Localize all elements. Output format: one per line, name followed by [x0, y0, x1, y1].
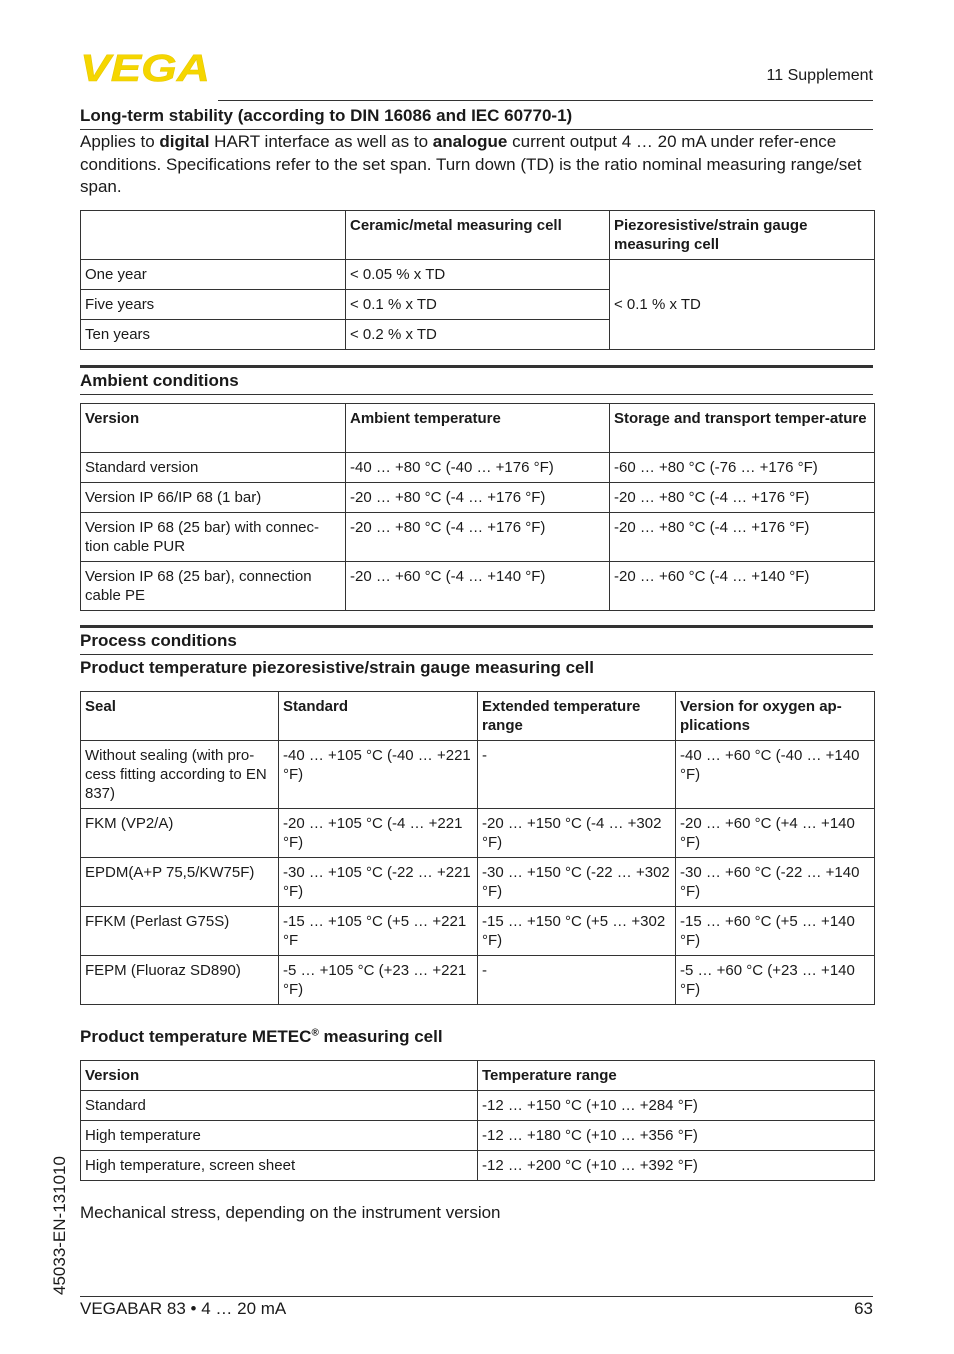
- cell: -20 … +80 °C (-4 … +176 °F): [346, 513, 610, 562]
- para-bold-analogue: analogue: [432, 132, 508, 151]
- ambient-table: [80, 403, 875, 611]
- cell: -40 … +60 °C (-40 … +140 °F): [676, 741, 875, 809]
- cell: FKM (VP2/A): [81, 809, 279, 858]
- para-bold-digital: digital: [159, 132, 210, 151]
- table-row: [81, 513, 875, 562]
- table-row: [81, 483, 875, 513]
- header-cell: Seal: [81, 692, 279, 741]
- cell: EPDM(A+P 75,5/KW75F): [81, 858, 279, 907]
- cell: Standard version: [81, 453, 346, 483]
- header-cell: [81, 211, 346, 260]
- cell: Without sealing (with pro-cess fitting according to EN 837): [81, 741, 279, 809]
- cell: -30 … +150 °C (-22 … +302 °F): [478, 858, 676, 907]
- cell: -40 … +105 °C (-40 … +221 °F): [279, 741, 478, 809]
- cell: -20 … +80 °C (-4 … +176 °F): [610, 513, 875, 562]
- table-header-row: [81, 1061, 875, 1091]
- cell: -5 … +60 °C (+23 … +140 °F): [676, 956, 875, 1005]
- cell: -: [478, 741, 676, 809]
- table-header-row: [81, 404, 875, 453]
- cell: -20 … +80 °C (-4 … +176 °F): [346, 483, 610, 513]
- cell: -20 … +60 °C (-4 … +140 °F): [610, 562, 875, 611]
- cell: One year: [81, 260, 346, 290]
- table-row: [81, 1151, 875, 1181]
- cell: FEPM (Fluoraz SD890): [81, 956, 279, 1005]
- mechanical-stress-text: Mechanical stress, depending on the instrument version: [80, 1203, 501, 1222]
- header-cell: Ceramic/metal measuring cell: [346, 211, 610, 260]
- cell: < 0.1 % x TD: [346, 290, 610, 320]
- cell: -60 … +80 °C (-76 … +176 °F): [610, 453, 875, 483]
- cell: -30 … +60 °C (-22 … +140 °F): [676, 858, 875, 907]
- cell: -40 … +80 °C (-40 … +176 °F): [346, 453, 610, 483]
- process-title: Process conditions: [80, 631, 237, 650]
- header-cell: Version: [81, 404, 346, 453]
- header-cell: Ambient temperature: [346, 404, 610, 453]
- cell: -15 … +60 °C (+5 … +140 °F): [676, 907, 875, 956]
- cell: High temperature: [81, 1121, 478, 1151]
- ambient-rule-top: [80, 365, 873, 368]
- logo-text: VEGA: [80, 50, 210, 84]
- cell: -30 … +105 °C (-22 … +221 °F): [279, 858, 478, 907]
- ambient-rule: [80, 394, 873, 395]
- header-cell: Version for oxygen ap-plications: [676, 692, 875, 741]
- cell: -20 … +80 °C (-4 … +176 °F): [610, 483, 875, 513]
- cell: < 0.05 % x TD: [346, 260, 610, 290]
- process-rule: [80, 654, 873, 655]
- metec-table: [80, 1060, 875, 1181]
- cell: -5 … +105 °C (+23 … +221 °F): [279, 956, 478, 1005]
- cell-piezo-merged: < 0.1 % x TD: [610, 260, 875, 350]
- header-cell: Storage and transport temper-ature: [610, 404, 875, 453]
- cell: -12 … +150 °C (+10 … +284 °F): [478, 1091, 875, 1121]
- table-row: [81, 1121, 875, 1151]
- footer-product: VEGABAR 83 • 4 … 20 mA: [80, 1299, 287, 1318]
- table-row: [81, 907, 875, 956]
- table-header-row: [81, 692, 875, 741]
- table-row: [81, 260, 875, 290]
- cell: -: [478, 956, 676, 1005]
- para-text-2: HART interface as well as to: [209, 132, 433, 151]
- cell: -12 … +200 °C (+10 … +392 °F): [478, 1151, 875, 1181]
- metec-title-pre: Product temperature METEC: [80, 1027, 312, 1046]
- table-row: [81, 956, 875, 1005]
- ambient-title: Ambient conditions: [80, 371, 239, 390]
- metec-title-post: measuring cell: [318, 1027, 443, 1046]
- table-row: [81, 1091, 875, 1121]
- table-row: [81, 858, 875, 907]
- table-row: [81, 741, 875, 809]
- process-rule-top: [80, 625, 873, 628]
- document-code: 45033-EN-131010: [50, 1156, 69, 1295]
- process-subtitle: Product temperature piezoresistive/strain gauge measuring cell: [80, 658, 594, 677]
- table-row: [81, 453, 875, 483]
- header-rule: [218, 100, 873, 101]
- header-section: 11 Supplement: [766, 67, 873, 84]
- cell: < 0.2 % x TD: [346, 320, 610, 350]
- cell: Standard: [81, 1091, 478, 1121]
- header-cell: Piezoresistive/strain gauge measuring cell: [610, 211, 875, 260]
- header-cell: Version: [81, 1061, 478, 1091]
- cell: -15 … +105 °C (+5 … +221 °F: [279, 907, 478, 956]
- header-cell: Temperature range: [478, 1061, 875, 1091]
- header-cell: Standard: [279, 692, 478, 741]
- cell: FFKM (Perlast G75S): [81, 907, 279, 956]
- metec-title: [80, 1027, 873, 1047]
- cell: Version IP 68 (25 bar), connection cable PE: [81, 562, 346, 611]
- cell: -20 … +150 °C (-4 … +302 °F): [478, 809, 676, 858]
- para-text-1: Applies to: [80, 132, 160, 151]
- cell: -20 … +105 °C (-4 … +221 °F): [279, 809, 478, 858]
- longterm-table: [80, 210, 875, 350]
- page-number: 63: [854, 1299, 873, 1318]
- table-row: [81, 809, 875, 858]
- footer-rule: [80, 1296, 873, 1297]
- vega-logo: [80, 50, 212, 84]
- para-text-3: current output 4 … 20 mA under refer-ence conditions. Specifications refer to the set span. Turn down (TD) is the ratio nominal measuring range/set span.: [80, 132, 862, 196]
- table-row: [81, 562, 875, 611]
- longterm-paragraph: [80, 131, 873, 199]
- cell: -15 … +150 °C (+5 … +302 °F): [478, 907, 676, 956]
- table-header-row: [81, 211, 875, 260]
- registered-mark: ®: [311, 1027, 319, 1039]
- cell: High temperature, screen sheet: [81, 1151, 478, 1181]
- header-cell: Extended temperature range: [478, 692, 676, 741]
- cell: Five years: [81, 290, 346, 320]
- cell: -12 … +180 °C (+10 … +356 °F): [478, 1121, 875, 1151]
- cell: Version IP 66/IP 68 (1 bar): [81, 483, 346, 513]
- process-table: [80, 691, 875, 1005]
- longterm-title: Long-term stability (according to DIN 16086 and IEC 60770-1): [80, 106, 573, 125]
- longterm-rule: [80, 129, 873, 130]
- cell: -20 … +60 °C (-4 … +140 °F): [346, 562, 610, 611]
- cell: Ten years: [81, 320, 346, 350]
- cell: Version IP 68 (25 bar) with connec-tion cable PUR: [81, 513, 346, 562]
- cell: -20 … +60 °C (+4 … +140 °F): [676, 809, 875, 858]
